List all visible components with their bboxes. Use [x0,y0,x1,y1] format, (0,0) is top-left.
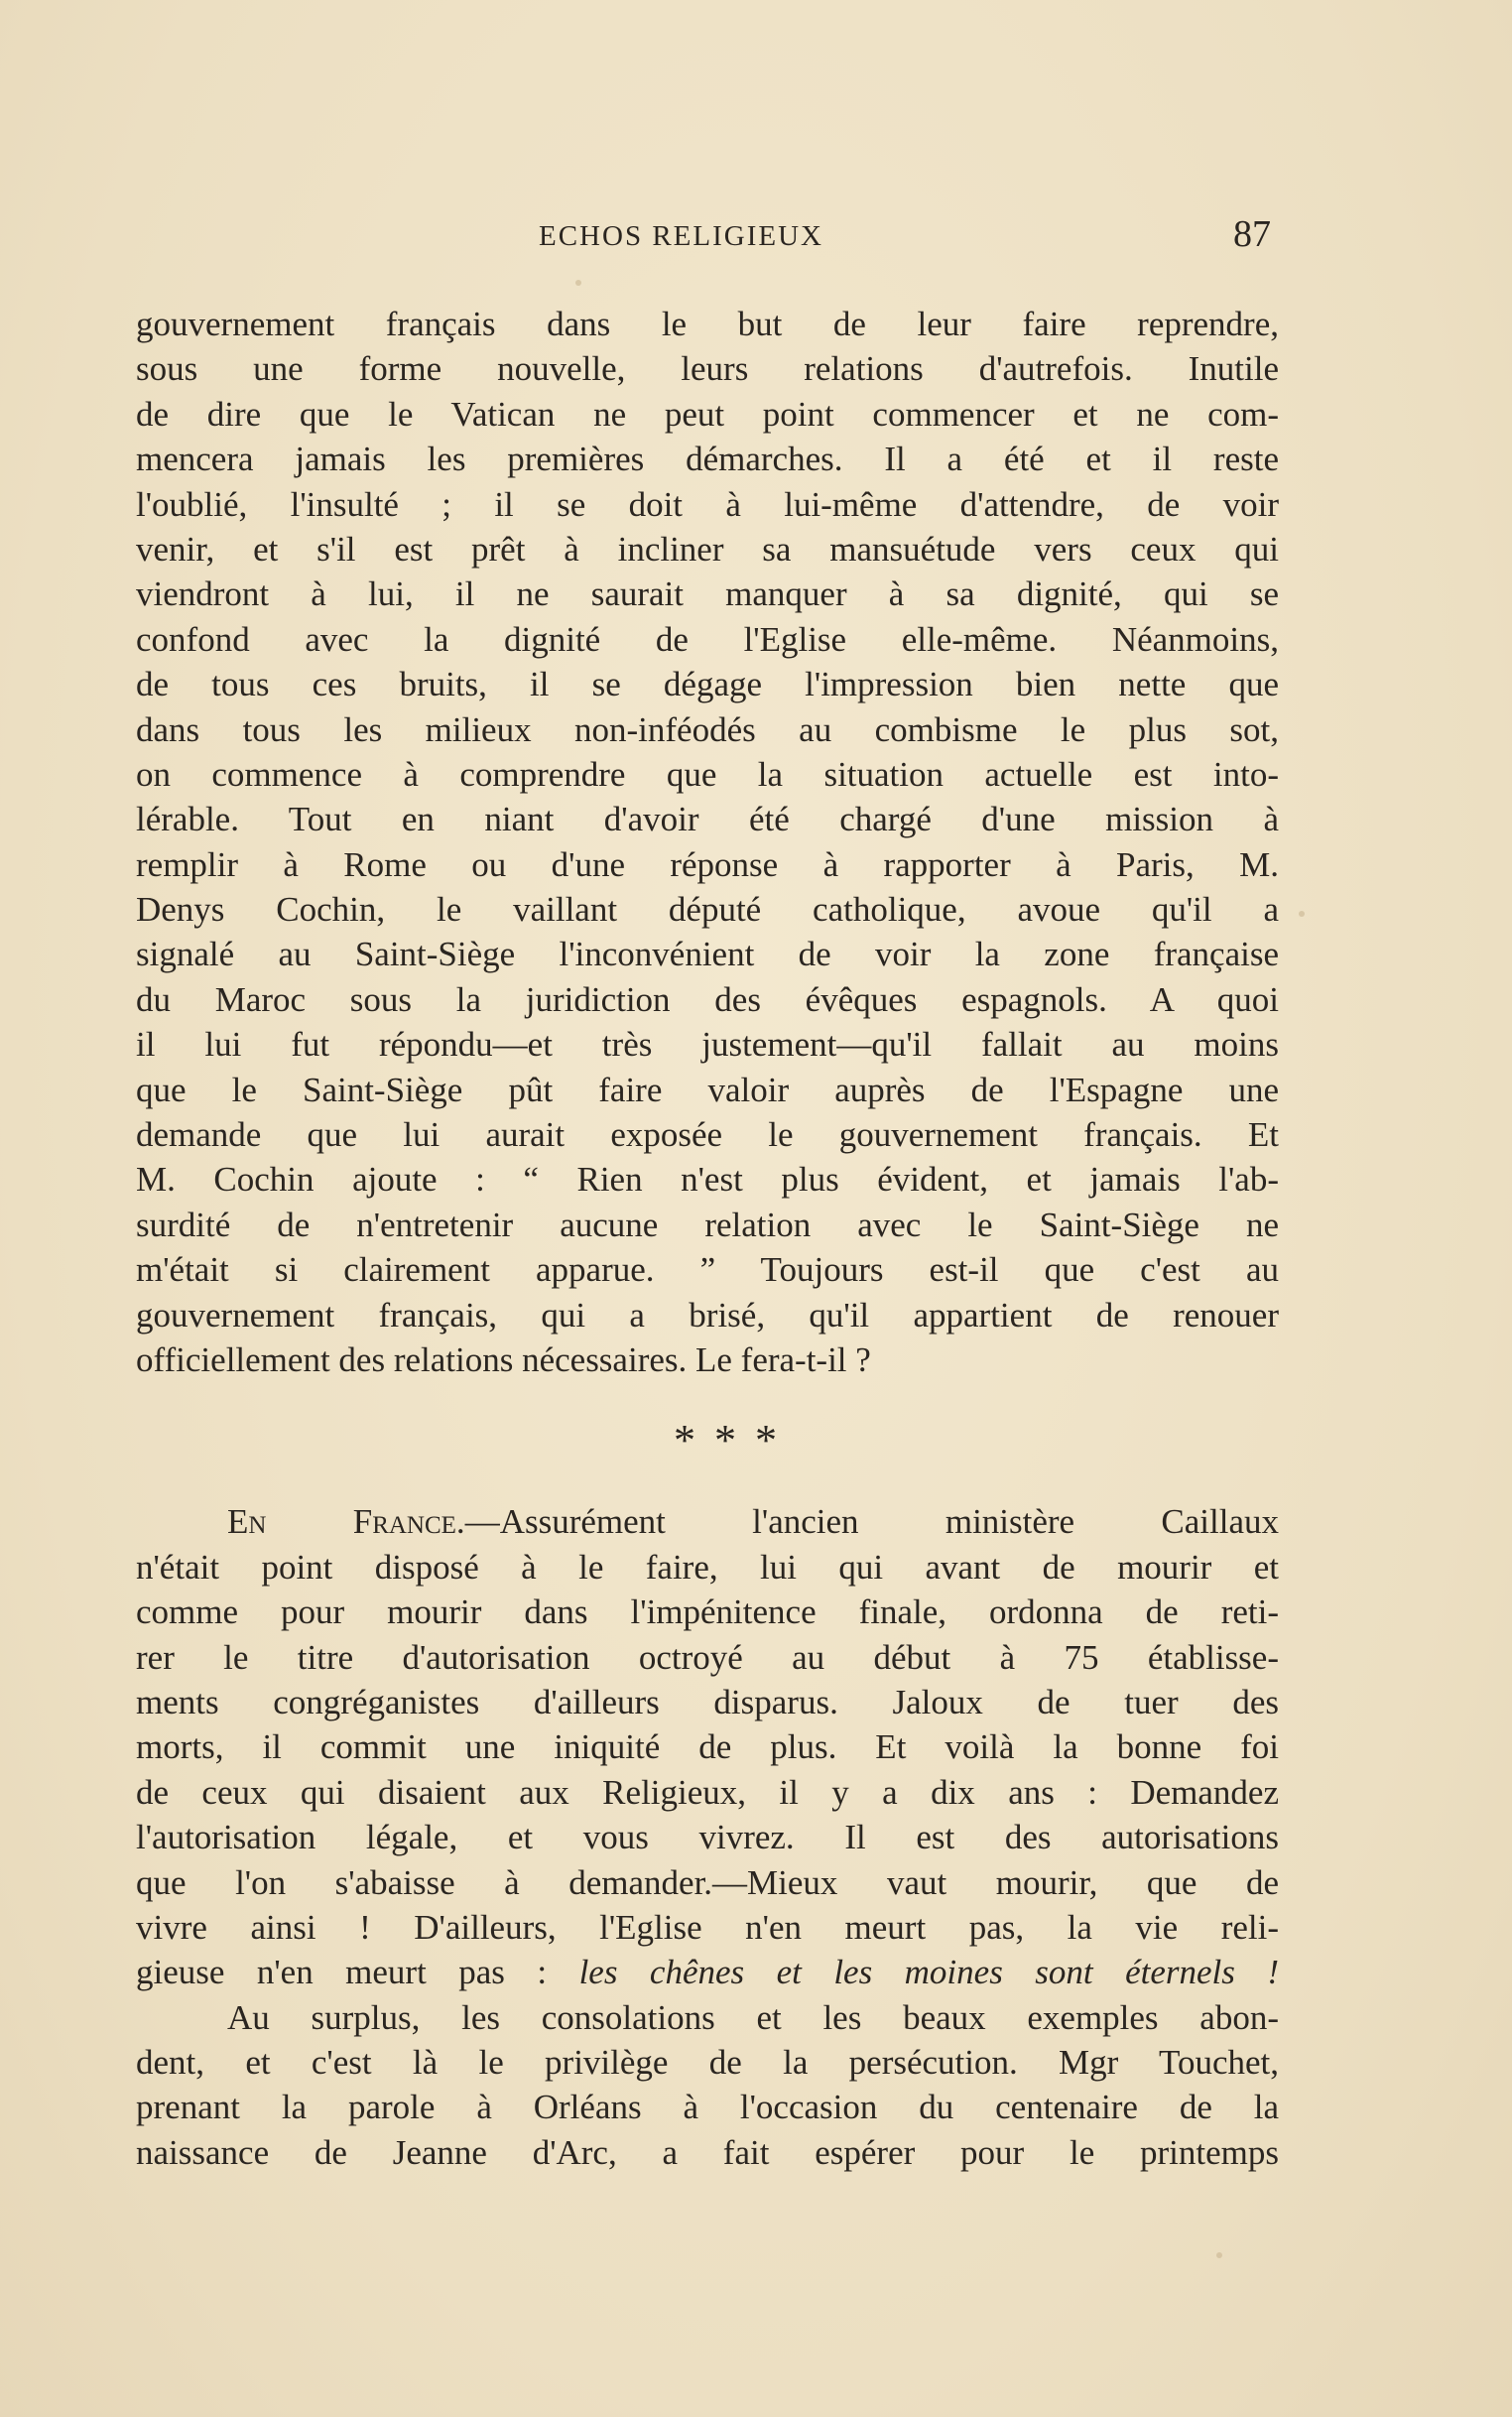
text-line: gouvernement français, qui a brisé, qu'il appartient de renouer [136,1295,1279,1335]
text-line: surdité de n'entretenir aucune relation avec le Saint-Siège ne [136,1205,1279,1244]
text-line: de tous ces bruits, il se dégage l'impression bien nette que [136,665,1279,704]
text-line: M. Cochin ajoute : “ Rien n'est plus évident, et jamais l'ab- [136,1160,1279,1200]
paragraph-vatican-relations [136,302,1279,1382]
text-line: du Maroc sous la juridiction des évêques espagnols. A quoi [136,979,1279,1019]
text-line: demande que lui aurait exposée le gouvernement français. Et [136,1115,1279,1155]
text-line: il lui fut répondu—et très justement—qu'il fallait au moins [136,1025,1279,1065]
running-head [0,213,1512,260]
text-line: l'oublié, l'insulté ; il se doit à lui-même d'attendre, de voir [136,484,1279,524]
text-line: prenant la parole à Orléans à l'occasion du centenaire de la [136,2088,1279,2127]
body-text [136,302,1279,2175]
text-line [136,1950,1279,1994]
text-line: rer le titre d'autorisation octroyé au début à 75 établisse- [136,1637,1279,1677]
section-separator: * * * [674,1416,781,1465]
text-line: vivre ainsi ! D'ailleurs, l'Eglise n'en meurt pas, la vie reli- [136,1907,1279,1947]
text-line: que l'on s'abaisse à demander.—Mieux vaut mourir, que de [136,1862,1279,1902]
text-line: venir, et s'il est prêt à incliner sa mansuétude vers ceux qui [136,529,1279,569]
text-line: sous une forme nouvelle, leurs relations d'autrefois. Inutile [136,349,1279,389]
paper-speck [1299,911,1305,917]
text-line: remplir à Rome ou d'une réponse à rapporter à Paris, M. [136,844,1279,884]
text-line: de dire que le Vatican ne peut point commencer et ne com- [136,394,1279,434]
text-line: lérable. Tout en niant d'avoir été chargé d'une mission à [136,800,1279,839]
text-line: viendront à lui, il ne saurait manquer à sa dignité, qui se [136,574,1279,614]
paragraph-consolations [136,1995,1279,2176]
text-line: on commence à comprendre que la situation actuelle est into- [136,754,1279,794]
page-number: 87 [1233,213,1271,255]
text-line: dans tous les milieux non-inféodés au combisme le plus sot, [136,709,1279,749]
text-line: que le Saint-Siège pût faire valoir auprès de l'Espagne une [136,1070,1279,1109]
text-line: de ceux qui disaient aux Religieux, il y a dix ans : Demandez [136,1772,1279,1812]
paper-speck [1216,2252,1222,2258]
text-line: signalé au Saint-Siège l'inconvénient de voir la zone française [136,935,1279,974]
text-line [136,1499,1279,1544]
paper-speck [575,280,581,286]
text-line: morts, il commit une iniquité de plus. Et voilà la bonne foi [136,1727,1279,1767]
section-lead-in: En France. [227,1502,465,1542]
text-line: mencera jamais les premières démarches. Il a été et il reste [136,440,1279,479]
text-line: Denys Cochin, le vaillant député catholique, avoue qu'il a [136,890,1279,930]
text-line: gouvernement français dans le but de leur faire reprendre, [136,305,1279,343]
text-run: gieuse n'en meurt pas : [136,1953,579,1992]
italic-quote: les chênes et les moines sont éternels ! [578,1953,1279,1992]
text-line: dent, et c'est là le privilège de la persécution. Mgr Touchet, [136,2043,1279,2083]
text-run: —Assurément l'ancien ministère Caillaux [464,1502,1279,1542]
text-line: l'autorisation légale, et vous vivrez. Il est des autorisations [136,1818,1279,1857]
text-line: m'était si clairement apparue. ” Toujours est-il que c'est au [136,1250,1279,1290]
text-line: n'était point disposé à le faire, lui qui avant de mourir et [136,1547,1279,1587]
text-line: officiellement des relations nécessaires. Le fera-t-il ? [136,1339,871,1379]
text-line: Au surplus, les consolations et les beaux exemples abon- [227,1997,1279,2037]
paragraph-en-france [136,1499,1279,1994]
text-line: comme pour mourir dans l'impénitence finale, ordonna de reti- [136,1592,1279,1632]
text-line: naissance de Jeanne d'Arc, a fait espérer pour le printemps [136,2132,1279,2172]
text-line: confond avec la dignité de l'Eglise elle-même. Néanmoins, [136,619,1279,659]
running-title: ECHOS RELIGIEUX [539,220,823,252]
text-line: ments congréganistes d'ailleurs disparus. Jaloux de tuer des [136,1682,1279,1721]
